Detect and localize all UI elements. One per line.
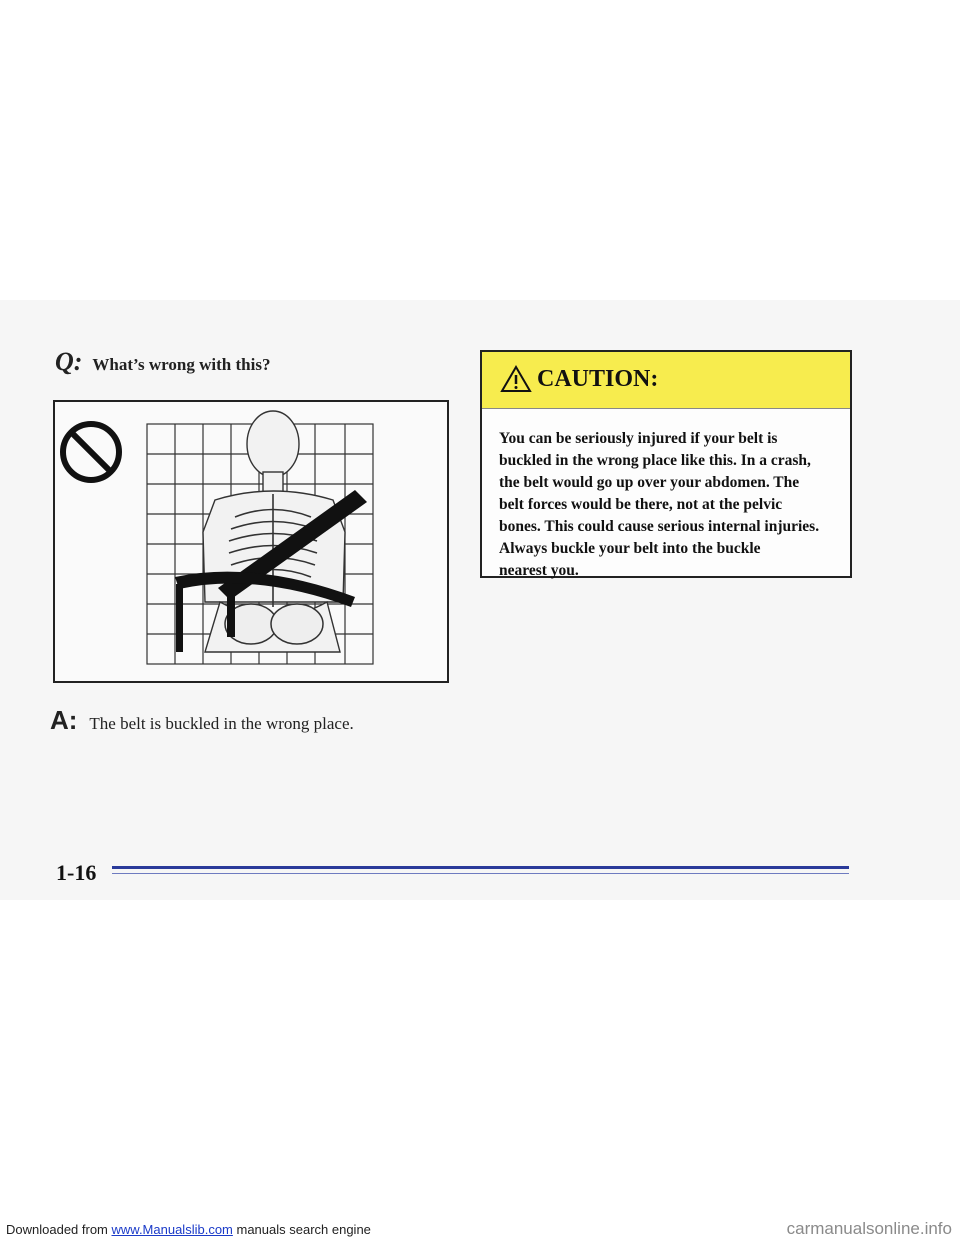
caution-line: bones. This could cause serious internal injuries. [499,518,820,535]
download-suffix: manuals search engine [232,1222,371,1237]
answer-mark-label: A: [50,705,78,735]
watermark: carmanualsonline.info [786,1219,952,1238]
seatbelt-illustration [53,400,449,683]
answer-text: The belt is buckled in the wrong place. [89,714,354,733]
caution-text [499,428,844,582]
caution-line: belt forces would be there, not at the pelvic [499,496,783,513]
answer [50,705,354,736]
skeleton-seatbelt-figure [55,402,447,681]
download-notice [6,1222,371,1237]
question-mark-label: Q: [55,347,83,376]
footer-rule-thin [112,873,849,874]
footer-rule-thick [112,866,849,869]
prohibition-icon [63,424,119,480]
warning-triangle-icon [500,365,532,393]
caution-box [480,350,852,578]
caution-line: nearest you. [499,562,579,579]
footer-rule [112,866,849,876]
question-text: What’s wrong with this? [92,355,271,374]
caution-line: buckled in the wrong place like this. In a crash, [499,452,811,469]
page-number: 1-16 [56,860,97,885]
question [55,347,270,377]
caution-line: Always buckle your belt into the buckle [499,540,761,557]
manualslib-link[interactable]: www.Manualslib.com [111,1222,233,1237]
caution-title: CAUTION: [537,366,659,392]
caution-line: You can be seriously injured if your belt is [499,430,778,447]
caution-line: the belt would go up over your abdomen. The [499,474,800,491]
caution-header [482,352,850,409]
download-prefix: Downloaded from [6,1222,112,1237]
